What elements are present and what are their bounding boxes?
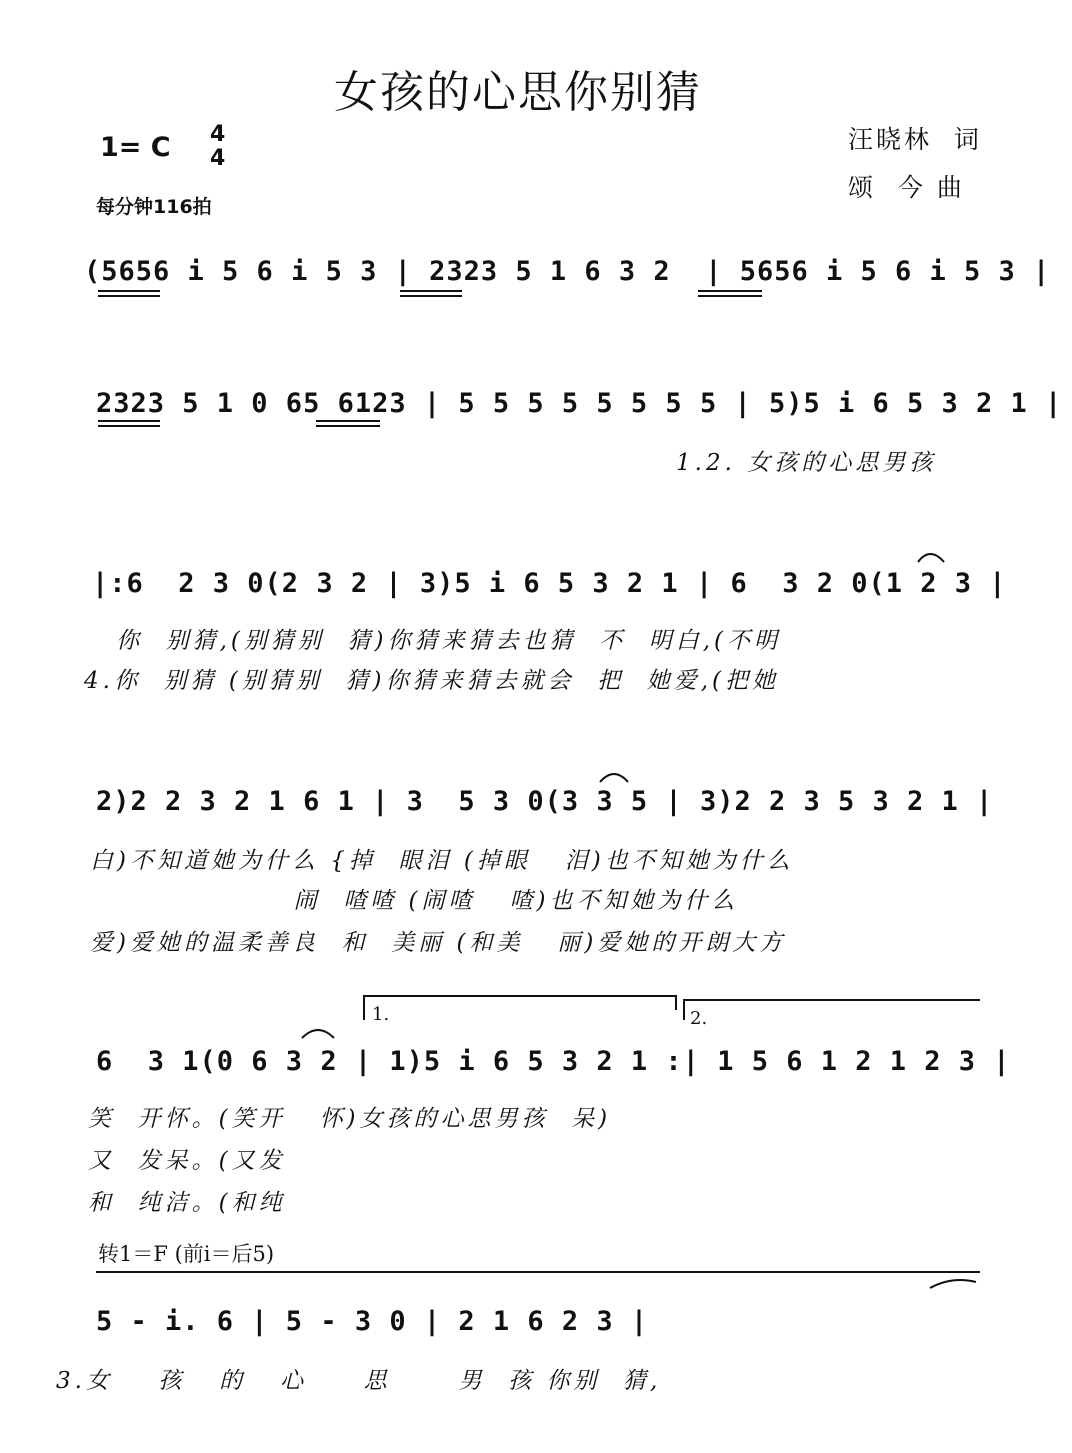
modulation-marking: 转1＝F (前i＝后5): [98, 1242, 275, 1266]
system-5-notes: 6 3 1(0 6 3 2 | 1)5 i 6 5 3 2 1 :| 1 5 6 1 2 1 2 3 |: [96, 1046, 1011, 1077]
song-title: 女孩的心思你别猜: [334, 67, 702, 118]
time-signature-bottom: 4: [210, 146, 226, 171]
system-3-lyric-1: 你 别猜,(别猜别 猜)你猜来猜去也猜 不 明白,(不明: [116, 628, 782, 654]
system-2-notes: 2323 5 1 0 65 6123 | 5 5 5 5 5 5 5 5 | 5)5 i 6 5 3 2 1 |: [96, 388, 1063, 419]
key-signature: 1= C: [100, 132, 171, 163]
system-4-lyric-3: 爱)爱她的温柔善良 和 美丽 (和美 丽)爱她的开朗大方: [90, 930, 787, 956]
system-6-lyric-1: 3.女 孩 的 心 思 男 孩 你别 猜,: [56, 1368, 662, 1394]
composer-credit: 颂 今 曲: [848, 173, 965, 202]
system-5-lyric-2: 又 发呆。(又发: [88, 1148, 286, 1174]
volta-1-label: 1.: [372, 1004, 390, 1025]
system-6-notes: 5 - i. 6 | 5 - 3 0 | 2 1 6 2 3 |: [96, 1306, 649, 1337]
volta-2-label: 2.: [690, 1008, 708, 1029]
system-5-lyric-3: 和 纯洁。(和纯: [88, 1190, 286, 1216]
system-5-lyric-1: 笑 开怀。(笑开 怀)女孩的心思男孩 呆): [88, 1106, 612, 1132]
system-3-notes: |:6 2 3 0(2 3 2 | 3)5 i 6 5 3 2 1 | 6 3 2 0(1 2 3 |: [92, 568, 1007, 599]
system-4-lyric-2: 闹 喳喳 (闹喳 喳)也不知她为什么: [90, 888, 739, 914]
time-signature-top: 4: [210, 122, 226, 147]
system-1-notes: (5656 i 5 6 i 5 3 | 2323 5 1 6 3 2 | 5656 i 5 6 i 5 3 |: [84, 256, 1051, 287]
lyricist-credit: 汪晓林 词: [848, 125, 982, 154]
system-4-lyric-1: 白)不知道她为什么 {掉 眼泪 (掉眼 泪)也不知她为什么: [90, 848, 794, 874]
system-2-lyric-1: 1.2. 女孩的心思男孩: [676, 450, 937, 476]
tempo-marking: 每分钟116拍: [96, 196, 212, 218]
system-4-notes: 2)2 2 3 2 1 6 1 | 3 5 3 0(3 3 5 | 3)2 2 3 5 3 2 1 |: [96, 786, 994, 817]
system-3-lyric-2: 4.你 别猜 (别猜别 猜)你猜来猜去就会 把 她爱,(把她: [84, 668, 779, 694]
